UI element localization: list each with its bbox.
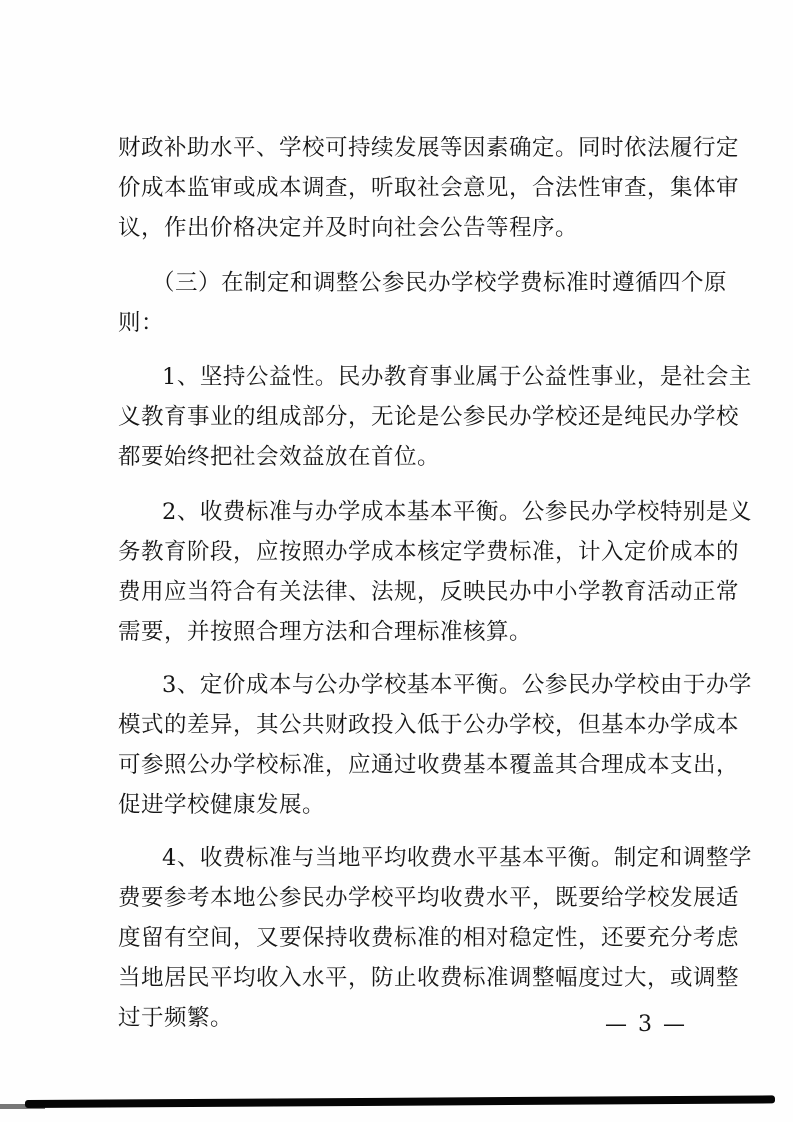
text-line: 费用应当符合有关法律、法规，反映民办中小学教育活动正常 <box>118 579 740 605</box>
text-line: 过于频繁。 <box>118 1005 234 1031</box>
text-line: 4、收费标准与当地平均收费水平基本平衡。制定和调整学 <box>162 845 752 871</box>
text-line: 促进学校健康发展。 <box>118 792 326 818</box>
text-line: 财政补助水平、学校可持续发展等因素确定。同时依法履行定 <box>118 135 740 161</box>
text-line: 需要，并按照合理方法和合理标准核算。 <box>118 619 533 645</box>
text-line: 模式的差异，其公共财政投入低于公办学校，但基本办学成本 <box>118 712 740 738</box>
text-line: 费要参考本地公参民办学校平均收费水平，既要给学校发展适 <box>118 885 740 911</box>
text-line: 3、定价成本与公办学校基本平衡。公参民办学校由于办学 <box>162 672 752 698</box>
text-line: 义教育事业的组成部分，无论是公参民办学校还是纯民办学校 <box>118 404 740 430</box>
text-line: 议，作出价格决定并及时向社会公告等程序。 <box>118 215 579 241</box>
text-line: 价成本监审或成本调查，听取社会意见，合法性审查，集体审 <box>118 175 740 201</box>
text-line: 当地居民平均收入水平，防止收费标准调整幅度过大，或调整 <box>118 965 740 991</box>
text-line: （三）在制定和调整公参民办学校学费标准时遵循四个原 <box>152 270 728 296</box>
text-line: 可参照公办学校标准，应通过收费基本覆盖其合理成本支出， <box>118 752 740 778</box>
text-line: 都要始终把社会效益放在首位。 <box>118 444 441 470</box>
text-line: 2、收费标准与办学成本基本平衡。公参民办学校特别是义 <box>162 499 752 525</box>
text-line: 务教育阶段，应按照办学成本核定学费标准，计入定价成本的 <box>118 539 740 565</box>
page-number: — 3 — <box>605 1012 687 1037</box>
text-line: 度留有空间，又要保持收费标准的相对稳定性，还要充分考虑 <box>118 925 740 951</box>
text-line: 1、坚持公益性。民办教育事业属于公益性事业，是社会主 <box>162 364 752 390</box>
scan-bottom-border <box>25 1095 775 1108</box>
text-line: 则： <box>118 310 165 336</box>
